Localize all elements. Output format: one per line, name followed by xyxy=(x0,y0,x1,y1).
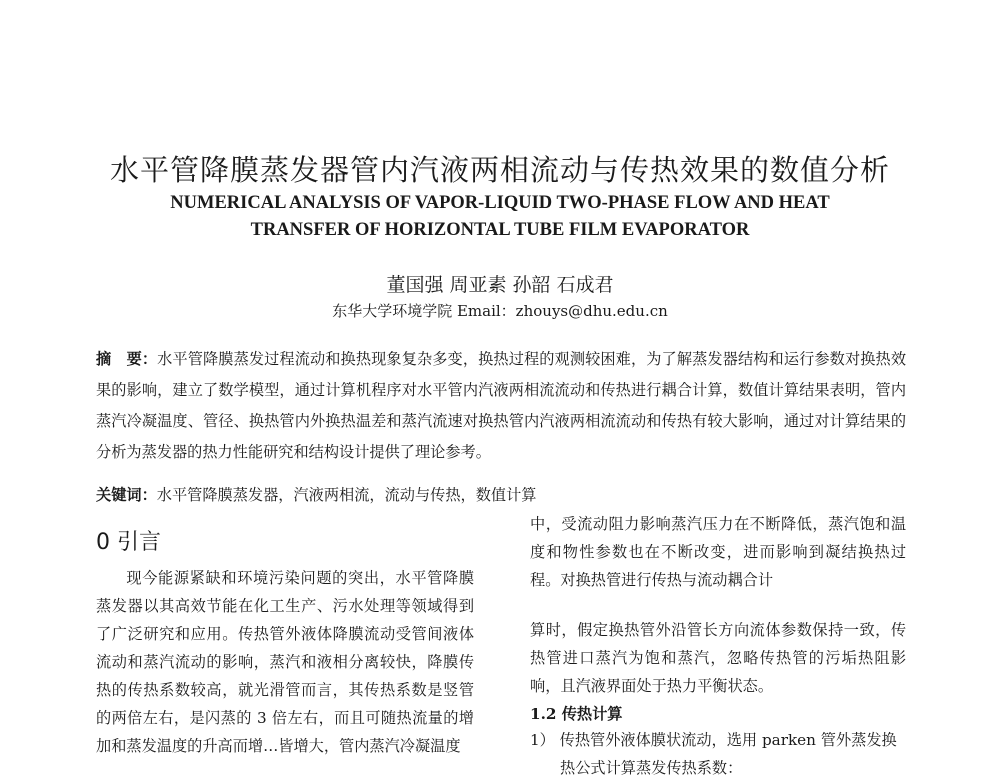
abstract-label: 摘 要： xyxy=(96,350,158,368)
column-gap xyxy=(530,594,906,616)
authors: 董国强 周亚素 孙韶 石成君 xyxy=(386,274,614,296)
abstract-text: 水平管降膜蒸发过程流动和换热现象复杂多变，换热过程的观测较困难，为了解蒸发器结构和运行参数对换热效果的影响，建立了数学模型，通过计算机程序对水平管内汽液两相流流动和传热进行耦合计算，数值计算结果表明，管内蒸汽冷凝温度、管径、换热管内外换热温差和蒸汽流速对换热管内汽液两相流流动和传热有较大影响，通过对计算结果的分析为蒸发器的热力性能研究和结构设计提供了理论参考。 xyxy=(96,350,907,461)
affiliation: 东华大学环境学院 Email：zhouys@dhu.edu.cn xyxy=(332,302,668,320)
right-column xyxy=(530,510,906,782)
intro-paragraph: 现今能源紧缺和环境污染问题的突出，水平管降膜蒸发器以其高效节能在化工生产、污水处理等领域得到了广泛研究和应用。传热管外液体降膜流动受管间液体流动和蒸汽流动的影响，蒸汽和液相分离较快，降膜传热的传热系数较高，就光滑管而言，其传热系数是竖管的两倍左右，是闪蒸的 3 倍左右，而且可随热流量的增加和蒸发温度的升高而增…皆增大，管内蒸汽冷凝温度 xyxy=(96,569,474,755)
keywords-text: 水平管降膜蒸发器，汽液两相流，流动与传热，数值计算 xyxy=(156,486,537,504)
keywords xyxy=(96,481,906,509)
title-cn: 水平管降膜蒸发器管内汽液两相流动与传热效果的数值分析 xyxy=(109,153,890,187)
left-column xyxy=(96,528,474,760)
section-heading-intro: 0 引言 xyxy=(96,530,161,555)
title-en xyxy=(0,190,1000,244)
subsection-heading: 1.2 传热计算 xyxy=(530,705,623,723)
abstract xyxy=(96,344,906,468)
keywords-label: 关键词： xyxy=(96,486,157,504)
list-item-1: 1） 传热管外液体膜状流动，选用 parken 管外蒸发换热公式计算蒸发传热系数： xyxy=(530,731,897,777)
right-paragraph-2: 算时，假定换热管外沿管长方向流体参数保持一致，传热管进口蒸汽为饱和蒸汽，忽略传热管的污垢热阻影响，且汽液界面处于热力平衡状态。 xyxy=(530,621,906,695)
title-en-line2: TRANSFER OF HORIZONTAL TUBE FILM EVAPORATOR xyxy=(250,220,750,240)
right-paragraph-1: 中，受流动阻力影响蒸汽压力在不断降低，蒸汽饱和温度和物性参数也在不断改变，进而影响到凝结换热过程。对换热管进行传热与流动耦合计 xyxy=(530,515,906,589)
title-en-line1: NUMERICAL ANALYSIS OF VAPOR-LIQUID TWO-PHASE FLOW AND HEAT xyxy=(170,193,830,213)
